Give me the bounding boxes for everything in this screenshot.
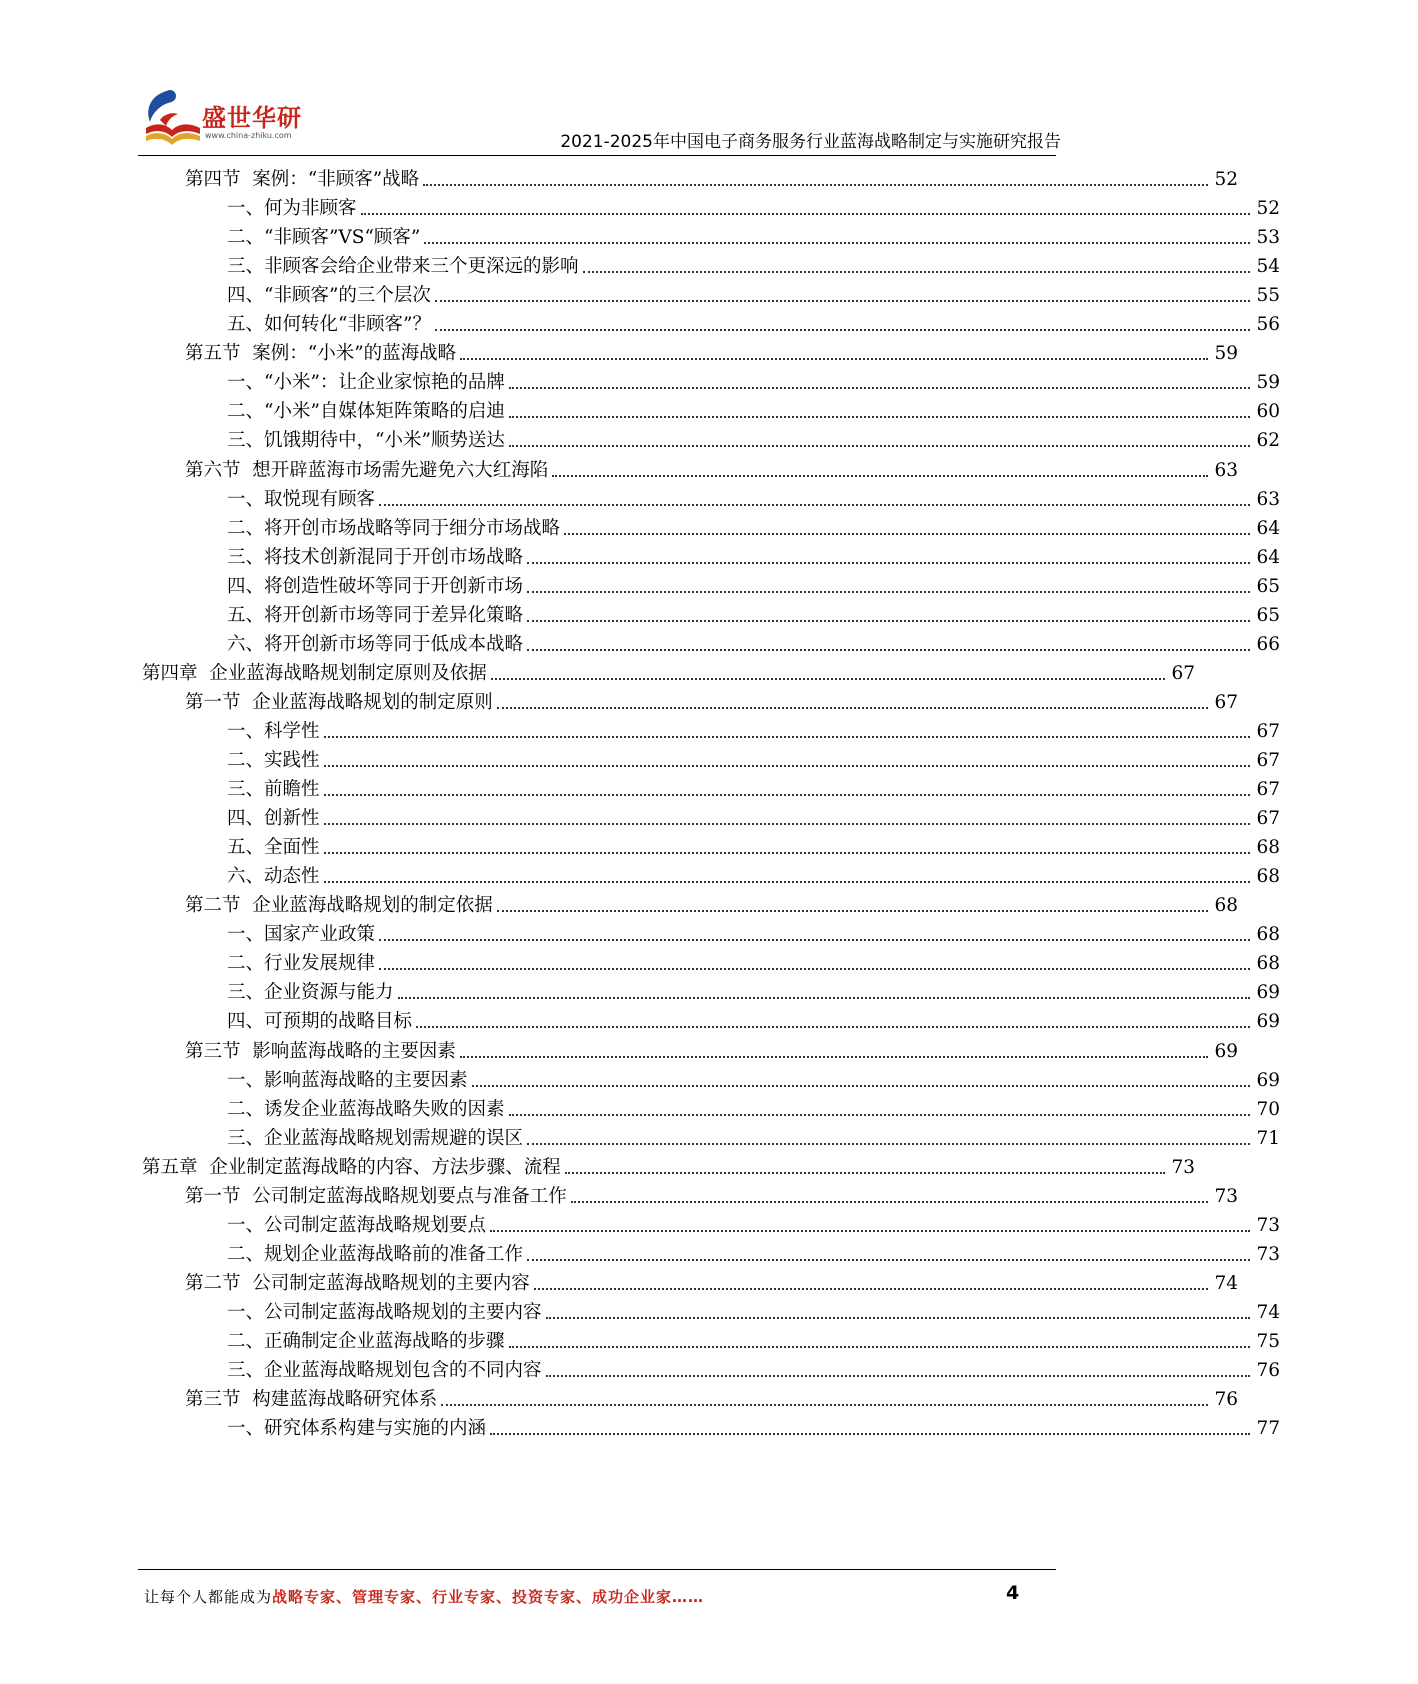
toc-dot-leader	[571, 1201, 1208, 1203]
toc-entry-number: 一、	[227, 1214, 265, 1236]
toc-entry-title: 公司制定蓝海战略规划的主要内容	[264, 1301, 542, 1323]
toc-dot-leader	[497, 910, 1208, 912]
toc-entry-title: 想开辟蓝海市场需先避免六大红海陷	[252, 459, 549, 481]
toc-entry[interactable]	[0, 1351, 1418, 1382]
toc-entry-title: 行业发展规律	[264, 953, 376, 975]
toc-dot-leader	[490, 1433, 1250, 1435]
toc-entry-number: 三、	[227, 1127, 265, 1149]
toc-entry-title: 企业蓝海战略规划的制定依据	[252, 895, 493, 917]
footer-slogan-prefix: 让每个人都能成为	[144, 1588, 273, 1606]
toc-entry-page: 67	[1256, 808, 1280, 830]
toc-entry-title: 企业蓝海战略规划需规避的误区	[264, 1127, 524, 1149]
toc-entry-title: 非顾客会给企业带来三个更深远的影响	[264, 256, 579, 278]
toc-entry[interactable]	[0, 247, 1418, 278]
toc-entry-title: 前瞻性	[264, 779, 320, 801]
toc-dot-leader	[324, 736, 1250, 738]
toc-entry-page: 68	[1256, 837, 1280, 859]
toc-entry-number: 三、	[227, 779, 265, 801]
toc-entry-number: 四、	[227, 808, 265, 830]
toc-entry[interactable]	[0, 1206, 1418, 1237]
toc-entry-number: 二、	[227, 517, 265, 539]
toc-dot-leader	[509, 445, 1250, 447]
toc-entry-title: 企业制定蓝海战略的内容、方法步骤、流程	[209, 1156, 561, 1178]
logo-url: www.china-zhiku.com	[205, 131, 292, 140]
toc-entry[interactable]	[0, 538, 1418, 569]
toc-entry[interactable]	[0, 509, 1418, 540]
toc-entry-title: 案例：“非顾客”战略	[252, 169, 420, 190]
toc-entry[interactable]	[0, 712, 1418, 743]
toc-entry-title: “小米”自媒体矩阵策略的启迪	[264, 401, 505, 423]
toc-entry-page: 60	[1256, 401, 1280, 423]
toc-dot-leader	[379, 504, 1250, 506]
toc-dot-leader	[361, 213, 1250, 215]
toc-dot-leader	[490, 1230, 1250, 1232]
toc-entry[interactable]	[0, 654, 1333, 685]
toc-entry-title: 公司制定蓝海战略规划要点与准备工作	[252, 1185, 567, 1207]
toc-entry-number: 三、	[227, 1360, 265, 1382]
toc-entry-number: 二、	[227, 1331, 265, 1352]
toc-entry-page: 67	[1256, 779, 1280, 801]
toc-dot-leader	[546, 1375, 1250, 1377]
toc-dot-leader	[509, 416, 1250, 418]
toc-entry[interactable]	[0, 1264, 1376, 1295]
toc-entry-page: 65	[1256, 604, 1280, 626]
toc-dot-leader	[527, 649, 1250, 651]
toc-entry-number: 第二节	[185, 1272, 253, 1294]
toc-entry-page: 76	[1214, 1389, 1238, 1411]
toc-entry[interactable]	[0, 625, 1418, 656]
logo-title: 盛世华研	[202, 104, 302, 132]
toc-entry-number: 第一节	[185, 691, 253, 713]
toc-entry-number: 第五章	[142, 1156, 210, 1178]
page-number: 4	[1006, 1582, 1020, 1604]
toc-entry-title: 科学性	[264, 720, 320, 742]
toc-entry-page: 63	[1214, 459, 1238, 481]
toc-entry-title: 将开创新市场等同于低成本战略	[264, 633, 524, 655]
toc-dot-leader	[534, 1288, 1208, 1290]
toc-dot-leader	[424, 242, 1250, 244]
toc-entry-number: 一、	[227, 372, 265, 394]
toc-dot-leader	[324, 765, 1250, 767]
toc-entry-number: 一、	[227, 198, 265, 220]
toc-entry-number: 二、	[227, 1243, 265, 1265]
toc-entry[interactable]	[0, 1177, 1376, 1208]
toc-entry-page: 56	[1256, 314, 1280, 336]
toc-entry[interactable]	[0, 392, 1418, 423]
toc-entry[interactable]	[0, 799, 1418, 830]
toc-dot-leader	[324, 794, 1250, 796]
toc-entry[interactable]	[0, 421, 1418, 452]
toc-entry-page: 77	[1256, 1418, 1280, 1440]
toc-entry-number: 六、	[227, 866, 265, 888]
toc-entry-page: 68	[1256, 924, 1280, 946]
toc-dot-leader	[527, 1143, 1250, 1145]
toc-dot-leader	[552, 475, 1208, 477]
toc-entry-page: 73	[1171, 1156, 1195, 1178]
toc-entry[interactable]	[0, 683, 1376, 714]
toc-entry-title: 规划企业蓝海战略前的准备工作	[264, 1243, 524, 1265]
toc-entry[interactable]	[0, 1002, 1418, 1033]
toc-entry[interactable]	[0, 1409, 1418, 1440]
toc-entry-title: 企业蓝海战略规划的制定原则	[252, 691, 493, 713]
toc-entry-page: 75	[1256, 1331, 1280, 1352]
toc-entry[interactable]	[0, 886, 1376, 917]
toc-entry[interactable]	[0, 276, 1418, 307]
toc-entry-number: 一、	[227, 1301, 265, 1323]
toc-dot-leader	[509, 387, 1250, 389]
toc-entry-page: 52	[1214, 169, 1238, 190]
toc-dot-leader	[472, 1085, 1250, 1087]
toc-dot-leader	[527, 562, 1250, 564]
toc-entry-number: 第三节	[185, 1389, 253, 1411]
toc-entry-number: 一、	[227, 924, 265, 946]
toc-entry-page: 59	[1214, 343, 1238, 365]
toc-entry-page: 73	[1256, 1243, 1280, 1265]
toc-entry[interactable]	[0, 596, 1418, 627]
toc-entry-page: 69	[1214, 1040, 1238, 1062]
toc-entry[interactable]	[0, 305, 1418, 336]
toc-dot-leader	[435, 300, 1250, 302]
toc-entry-page: 74	[1214, 1272, 1238, 1294]
toc-entry-title: 将技术创新混同于开创市场战略	[264, 546, 524, 568]
toc-entry-page: 76	[1256, 1360, 1280, 1382]
toc-entry-number: 一、	[227, 488, 265, 510]
toc-dot-leader	[423, 184, 1208, 186]
toc-entry-page: 66	[1256, 633, 1280, 655]
toc-dot-leader	[435, 329, 1250, 331]
toc-dot-leader	[509, 1114, 1250, 1116]
toc-dot-leader	[441, 1404, 1208, 1406]
toc-entry-title: 影响蓝海战略的主要因素	[264, 1069, 468, 1091]
toc-dot-leader	[379, 968, 1250, 970]
toc-entry[interactable]	[0, 1032, 1376, 1063]
toc-entry-page: 52	[1256, 198, 1280, 220]
toc-entry[interactable]	[0, 480, 1418, 511]
book-swirl-logo-icon	[142, 84, 204, 150]
toc-entry-number: 五、	[227, 314, 265, 336]
toc-entry-number: 五、	[227, 837, 265, 859]
toc-entry-page: 67	[1256, 720, 1280, 742]
company-logo	[142, 84, 322, 150]
toc-entry-title: 正确制定企业蓝海战略的步骤	[264, 1331, 505, 1352]
toc-entry-number: 三、	[227, 430, 265, 452]
toc-entry-page: 62	[1256, 430, 1280, 452]
toc-entry-title: “小米”：让企业家惊艳的品牌	[264, 372, 505, 394]
toc-entry[interactable]	[0, 1322, 1418, 1353]
toc-dot-leader	[497, 707, 1208, 709]
toc-entry-page: 64	[1256, 546, 1280, 568]
page-header	[0, 0, 1191, 172]
toc-entry-number: 四、	[227, 285, 265, 307]
toc-entry-page: 74	[1256, 1301, 1280, 1323]
footer-slogan-emphasis: 战略专家、管理专家、行业专家、投资专家、成功企业家……	[272, 1588, 705, 1606]
toc-dot-leader	[527, 620, 1250, 622]
toc-entry[interactable]	[0, 1119, 1418, 1150]
toc-entry-page: 68	[1214, 895, 1238, 917]
toc-entry-title: 将创造性破坏等同于开创新市场	[264, 575, 524, 597]
toc-entry[interactable]	[0, 218, 1418, 249]
toc-entry[interactable]	[0, 828, 1418, 859]
toc-entry[interactable]	[0, 1380, 1376, 1411]
toc-entry-title: “非顾客”VS“顾客”	[264, 227, 421, 249]
toc-entry-number: 三、	[227, 256, 265, 278]
toc-entry-number: 第四章	[142, 662, 210, 684]
header-divider	[138, 155, 1056, 156]
report-title: 2021-2025年中国电子商务服务行业蓝海战略制定与实施研究报告	[560, 132, 1061, 152]
toc-entry-page: 55	[1256, 285, 1280, 307]
toc-entry-number: 一、	[227, 1418, 265, 1440]
toc-entry-title: 企业资源与能力	[264, 982, 394, 1004]
toc-dot-leader	[565, 1172, 1165, 1174]
toc-entry-page: 54	[1256, 256, 1280, 278]
toc-entry-page: 65	[1256, 575, 1280, 597]
toc-entry-page: 71	[1256, 1127, 1280, 1149]
toc-entry-title: 创新性	[264, 808, 320, 830]
toc-entry[interactable]	[0, 1061, 1418, 1092]
toc-entry-title: 取悦现有顾客	[264, 488, 376, 510]
toc-dot-leader	[527, 1259, 1250, 1261]
toc-entry-number: 二、	[227, 401, 265, 423]
toc-entry-number: 第三节	[185, 1040, 253, 1062]
toc-dot-leader	[379, 939, 1250, 941]
toc-entry-number: 第四节	[185, 169, 253, 190]
toc-entry-title: 影响蓝海战略的主要因素	[252, 1040, 456, 1062]
toc-entry-title: “非顾客”的三个层次	[264, 285, 431, 307]
toc-entry-page: 64	[1256, 517, 1280, 539]
toc-entry-page: 59	[1256, 372, 1280, 394]
toc-dot-leader	[546, 1317, 1250, 1319]
toc-entry-number: 第二节	[185, 895, 253, 917]
toc-entry-title: 实践性	[264, 750, 320, 771]
toc-entry-title: 构建蓝海战略研究体系	[252, 1389, 438, 1411]
toc-entry-number: 四、	[227, 575, 265, 597]
toc-entry-title: 公司制定蓝海战略规划的主要内容	[252, 1272, 530, 1294]
toc-entry-page: 73	[1256, 1214, 1280, 1236]
toc-entry-title: 企业蓝海战略规划包含的不同内容	[264, 1360, 542, 1382]
toc-entry-title: 案例：“小米”的蓝海战略	[252, 343, 457, 365]
toc-entry-page: 69	[1256, 982, 1280, 1004]
toc-entry-number: 第五节	[185, 343, 253, 365]
toc-entry-page: 68	[1256, 866, 1280, 888]
toc-entry-number: 二、	[227, 953, 265, 975]
toc-entry-number: 四、	[227, 1011, 265, 1033]
toc-entry-number: 二、	[227, 750, 265, 771]
toc-entry-title: 将开创新市场等同于差异化策略	[264, 604, 524, 626]
toc-dot-leader	[398, 997, 1250, 999]
toc-entry-number: 一、	[227, 1069, 265, 1091]
toc-entry-page: 70	[1256, 1098, 1280, 1120]
toc-entry[interactable]	[0, 973, 1418, 1004]
footer-divider	[138, 1569, 1056, 1570]
toc-entry-page: 69	[1256, 1069, 1280, 1091]
toc-dot-leader	[324, 823, 1250, 825]
toc-dot-leader	[527, 591, 1250, 593]
toc-entry[interactable]	[0, 189, 1418, 220]
toc-entry[interactable]	[0, 857, 1418, 888]
toc-dot-leader	[491, 678, 1165, 680]
toc-entry-title: 饥饿期待中，“小米”顺势送达	[264, 430, 505, 452]
toc-entry[interactable]	[0, 1235, 1418, 1266]
toc-entry[interactable]	[0, 1148, 1333, 1179]
toc-entry-title: 动态性	[264, 866, 320, 888]
toc-entry[interactable]	[0, 770, 1418, 801]
toc-entry-number: 二、	[227, 227, 265, 249]
toc-entry-title: 研究体系构建与实施的内涵	[264, 1418, 487, 1440]
toc-dot-leader	[324, 881, 1250, 883]
toc-entry-page: 67	[1171, 662, 1195, 684]
toc-entry[interactable]	[0, 334, 1376, 365]
toc-entry-title: 可预期的战略目标	[264, 1011, 413, 1033]
toc-entry-title: 何为非顾客	[264, 198, 357, 220]
toc-entry[interactable]	[0, 451, 1376, 482]
toc-entry-title: 公司制定蓝海战略规划要点	[264, 1214, 487, 1236]
toc-entry[interactable]	[0, 741, 1418, 772]
toc-dot-leader	[460, 1056, 1208, 1058]
toc-dot-leader	[416, 1026, 1250, 1028]
toc-entry-page: 53	[1256, 227, 1280, 249]
toc-entry-title: 企业蓝海战略规划制定原则及依据	[209, 662, 487, 684]
toc-entry[interactable]	[0, 567, 1418, 598]
toc-entry-title: 如何转化“非顾客”？	[264, 314, 431, 336]
toc-entry-title: 将开创市场战略等同于细分市场战略	[264, 517, 561, 539]
toc-entry-page: 68	[1256, 953, 1280, 975]
toc-entry-page: 73	[1214, 1185, 1238, 1207]
toc-entry[interactable]	[0, 1090, 1418, 1121]
toc-entry[interactable]	[0, 915, 1418, 946]
toc-dot-leader	[460, 358, 1208, 360]
toc-entry-number: 六、	[227, 633, 265, 655]
toc-dot-leader	[509, 1346, 1250, 1348]
toc-dot-leader	[324, 852, 1250, 854]
toc-entry-number: 第六节	[185, 459, 253, 481]
toc-entry[interactable]	[0, 160, 1376, 191]
toc-entry-number: 二、	[227, 1098, 265, 1120]
toc-dot-leader	[564, 533, 1250, 535]
toc-entry[interactable]	[0, 1293, 1418, 1324]
toc-entry-page: 63	[1256, 488, 1280, 510]
toc-entry[interactable]	[0, 363, 1418, 394]
toc-entry-title: 诱发企业蓝海战略失败的因素	[264, 1098, 505, 1120]
toc-entry-number: 五、	[227, 604, 265, 626]
toc-entry-page: 69	[1256, 1011, 1280, 1033]
toc-entry-page: 67	[1214, 691, 1238, 713]
toc-entry-number: 三、	[227, 982, 265, 1004]
toc-entry[interactable]	[0, 944, 1418, 975]
toc-dot-leader	[583, 271, 1250, 273]
toc-entry-number: 一、	[227, 720, 265, 742]
toc-entry-number: 第一节	[185, 1185, 253, 1207]
footer-slogan	[144, 1586, 704, 1607]
toc-entry-number: 三、	[227, 546, 265, 568]
toc-entry-page: 67	[1256, 750, 1280, 771]
toc-entry-title: 全面性	[264, 837, 320, 859]
toc-entry-title: 国家产业政策	[264, 924, 376, 946]
